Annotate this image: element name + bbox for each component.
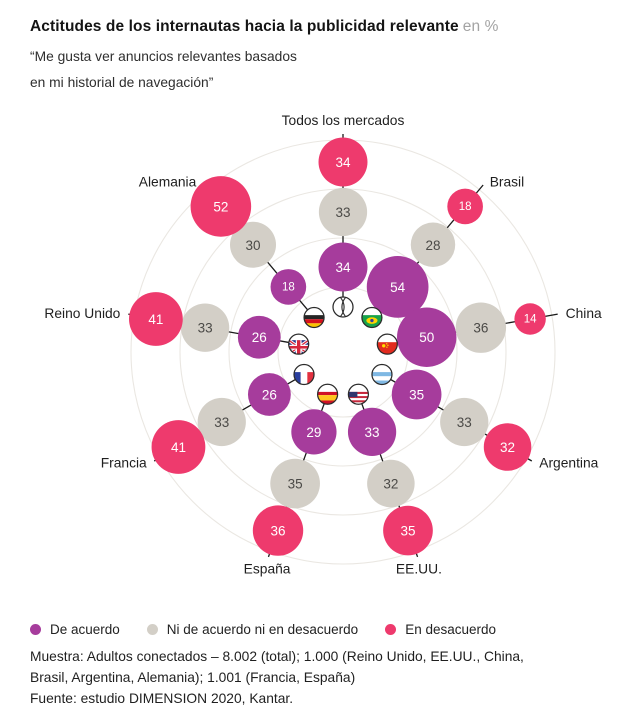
legend-dot-icon [30, 624, 41, 635]
legend-item-disagree [385, 622, 496, 637]
bubble-value: 32 [383, 476, 399, 492]
bubble-value: 26 [261, 387, 277, 403]
bubble-value: 30 [245, 237, 261, 253]
market-label: España [243, 561, 291, 577]
bubble-value: 33 [456, 415, 472, 430]
market-label: Todos los mercados [281, 113, 405, 128]
flag-eeuu-icon [348, 384, 368, 404]
chart-legend [30, 622, 496, 637]
bubble-value: 26 [251, 330, 267, 346]
sample-note-line: Brasil, Argentina, Alemania); 1.001 (Francia, España) [30, 670, 356, 685]
title-unit-label: en % [462, 18, 499, 35]
bubble-value: 52 [213, 199, 229, 215]
legend-label: Ni de acuerdo ni en desacuerdo [166, 622, 359, 637]
bubble-value: 41 [148, 312, 164, 328]
bubble-value: 34 [335, 155, 351, 170]
legend-dot-icon [385, 624, 396, 635]
bubble-value: 18 [458, 200, 472, 213]
bubble-value: 35 [409, 387, 425, 403]
bubble-value: 32 [500, 440, 516, 455]
market-label: Reino Unido [44, 305, 121, 321]
market-label: Brasil [489, 174, 525, 190]
bubble-value: 14 [523, 313, 537, 326]
bubble-value: 36 [270, 523, 286, 539]
source-notes [30, 646, 605, 709]
flag-globe-icon [333, 297, 353, 317]
market-label: Francia [100, 455, 147, 471]
bubble-value: 29 [306, 424, 322, 440]
bubble-value: 18 [281, 281, 295, 294]
bubble-value: 33 [364, 424, 380, 440]
bubble-value: 36 [473, 320, 489, 336]
flag-argentina-icon [372, 365, 392, 385]
flag-brasil-icon [362, 308, 382, 328]
market-label: EE.UU. [395, 561, 442, 577]
bubble-value: 50 [419, 330, 435, 346]
market-label: Argentina [539, 455, 599, 471]
bubble-value: 54 [390, 279, 406, 295]
bubble-value: 41 [170, 440, 186, 455]
bubble-value: 33 [335, 205, 351, 220]
subtitle-line-1: “Me gusta ver anuncios relevantes basados [30, 49, 297, 64]
bubble-value: 34 [335, 260, 351, 275]
flag-francia-icon [294, 365, 314, 385]
flag-espana-icon [318, 384, 338, 404]
flag-china-icon [377, 334, 397, 354]
market-label: China [565, 305, 602, 321]
sample-note-line: Muestra: Adultos conectados – 8.002 (total); 1.000 (Reino Unido, EE.UU., China, [30, 649, 524, 664]
legend-label: En desacuerdo [405, 622, 497, 637]
source-line: Fuente: estudio DIMENSION 2020, Kantar. [30, 691, 294, 706]
flag-alemania-icon [304, 308, 324, 328]
market-label: Alemania [138, 174, 197, 190]
bubble-value: 35 [400, 523, 416, 539]
legend-dot-icon [147, 624, 158, 635]
subtitle-line-2: en mi historial de navegación” [30, 75, 214, 90]
bubble-value: 33 [197, 320, 213, 336]
legend-item-neutral [147, 622, 358, 637]
legend-item-agree [30, 622, 120, 637]
bubble-value: 33 [214, 415, 230, 430]
legend-label: De acuerdo [50, 622, 120, 637]
bubble-value: 28 [425, 237, 441, 253]
bubble-value: 35 [287, 476, 303, 492]
title-text: Actitudes de los internautas hacia la publicidad relevante [30, 18, 459, 35]
flag-reino-unido-icon [289, 334, 309, 354]
